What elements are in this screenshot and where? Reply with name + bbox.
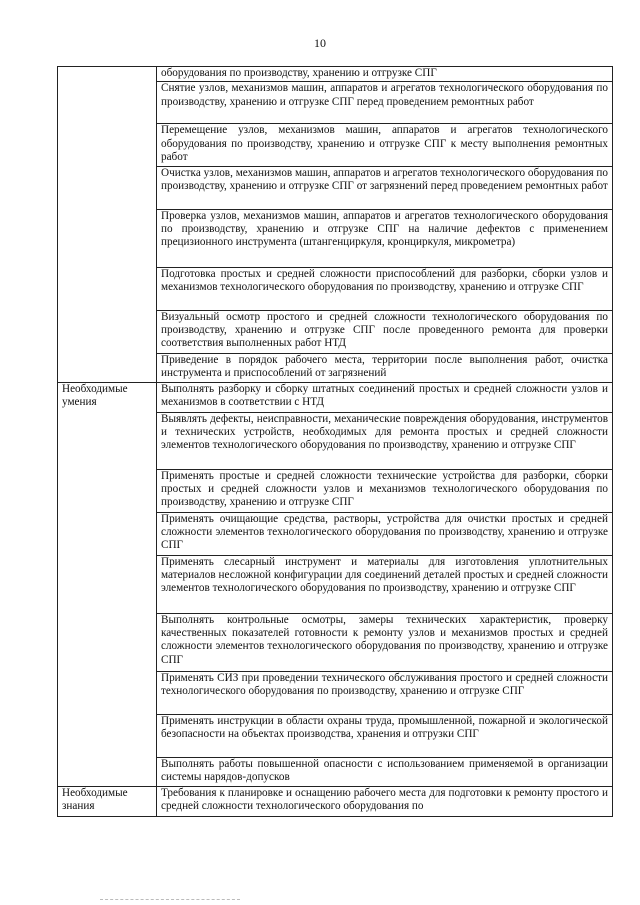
- table-row: [58, 67, 613, 82]
- table-row: [58, 382, 613, 412]
- table-cell: Применять СИЗ при проведении технического обслуживания простого и средней сложности технологического оборудования по производству, хранению и отгрузке СПГ: [157, 671, 613, 714]
- table-cell: Применять слесарный инструмент и материалы для изготовления уплотнительных материалов несложной конфигурации для соединений деталей простых и средней сложности элементов технологического оборудования по производству, хранению и отгрузке СПГ: [157, 555, 613, 613]
- table-cell: Снятие узлов, механизмов машин, аппаратов и агрегатов технологического оборудования по производству, хранению и отгрузке СПГ перед проведением ремонтных работ: [157, 82, 613, 124]
- table-cell: Выявлять дефекты, неисправности, механические повреждения оборудования, инструментов и технических устройств, необходимых для ремонта простых и средней сложности элементов технологического оборудования по производству, хранению и отгрузке СПГ: [157, 412, 613, 469]
- table-cell: Применять очищающие средства, растворы, устройства для очистки простых и средней сложности элементов технологического оборудования по производству, хранению и отгрузке СПГ: [157, 512, 613, 555]
- table-cell: Выполнять контрольные осмотры, замеры технических характеристик, проверку качественных показателей готовности к ремонту узлов и механизмов простых и средней сложности элементов технологического оборудования по производству, хранению и отгрузке СПГ: [157, 613, 613, 671]
- table-cell: Требования к планировке и оснащению рабочего места для подготовки к ремонту простого и средней сложности технологического оборудования по: [157, 786, 613, 816]
- row-label-cell: [58, 67, 157, 383]
- table-cell: Перемещение узлов, механизмов машин, аппаратов и агрегатов технологического оборудования по производству, хранению и отгрузке СПГ к месту выполнения ремонтных работ: [157, 124, 613, 166]
- table-cell: Приведение в порядок рабочего места, территории после выполнения работ, очистка инструмента и приспособлений от загрязнений: [157, 353, 613, 382]
- table-cell: Очистка узлов, механизмов машин, аппаратов и агрегатов технологического оборудования по производству, хранению и отгрузке СПГ от загрязнений перед проведением ремонтных работ: [157, 166, 613, 209]
- table-cell: Выполнять разборку и сборку штатных соединений простых и средней сложности узлов и механизмов в соответствии с НТД: [157, 382, 613, 412]
- table-row: [58, 786, 613, 816]
- skills-table: [57, 66, 613, 817]
- table-cell: Выполнять работы повышенной опасности с использованием применяемой в организации системы нарядов-допусков: [157, 757, 613, 786]
- table-cell: Применять простые и средней сложности технические устройства для разборки, сборки простых и средней сложности узлов и механизмов технологического оборудования по производству, хранению и отгрузке СПГ: [157, 469, 613, 512]
- table-cell: Применять инструкции в области охраны труда, промышленной, пожарной и экологической безопасности на объектах производства, хранения и отгрузки СПГ: [157, 714, 613, 757]
- table-cell: Визуальный осмотр простого и средней сложности технологического оборудования по производству, хранению и отгрузке СПГ после проведенного ремонта для проверки соответствия выполненных работ НТД: [157, 310, 613, 353]
- table-cell: оборудования по производству, хранению и отгрузке СПГ: [157, 67, 613, 82]
- bottom-divider: [100, 899, 240, 901]
- row-label-cell: [58, 382, 157, 786]
- table-cell: Проверка узлов, механизмов машин, аппаратов и агрегатов технологического оборудования по производству, хранению и отгрузке СПГ на наличие дефектов с применением прецизионного инструмента (штангенциркуля, кронциркуля, микрометра): [157, 209, 613, 267]
- row-label-cell: [58, 786, 157, 816]
- row-label-skills: Необходимые умения: [62, 382, 128, 409]
- page-number: 10: [314, 36, 326, 50]
- table-cell: Подготовка простых и средней сложности приспособлений для разборки, сборки узлов и механизмов технологического оборудования по производству, хранению и отгрузке СПГ: [157, 267, 613, 310]
- row-label-knowledge: Необходимые знания: [62, 786, 128, 813]
